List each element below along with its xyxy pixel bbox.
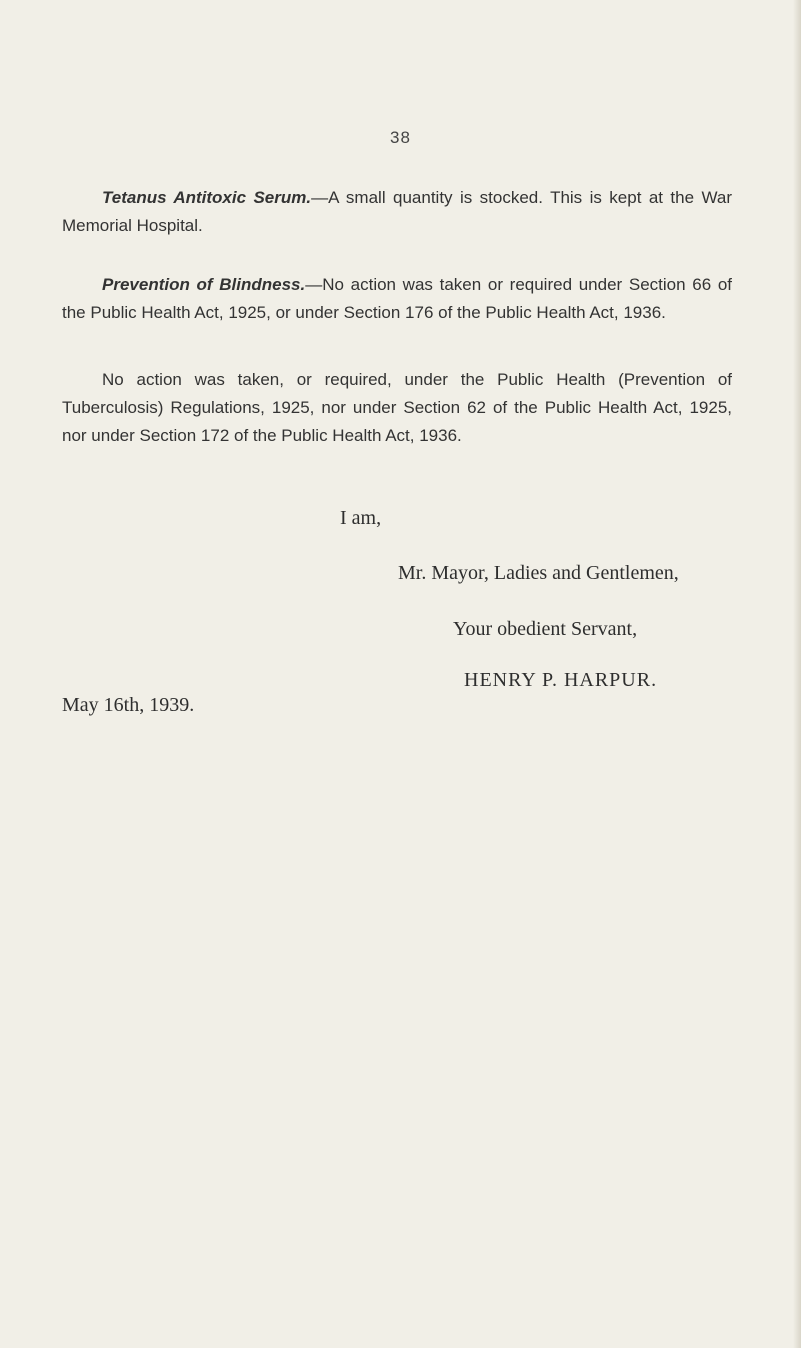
paragraph-text: —No action was taken or required under Section 66 of the Public Health Act, 1925, or under Section 176 of the Public Health Act, 1936.: [62, 275, 733, 322]
paragraph-tuberculosis-regulations: [62, 366, 732, 450]
closing-salutation: Mr. Mayor, Ladies and Gentlemen,: [398, 562, 679, 584]
paragraph-tetanus-antitoxic-serum: [62, 184, 732, 240]
paragraph-prevention-of-blindness: [62, 271, 732, 327]
paragraph-text: —A small quantity is stocked. This is kept at the War Memorial Hospital.: [62, 188, 732, 235]
signatory-name: HENRY P. HARPUR.: [464, 669, 658, 691]
paragraph-text: No action was taken, or required, under the Public Health (Prevention of Tuberculosis) Regulations, 1925, nor under Section 62 of the Public Health Act, 1925, nor under Section 172 of the Public Health Act, 1936.: [62, 370, 732, 445]
letter-date: May 16th, 1939.: [62, 694, 195, 716]
page-number: 38: [390, 128, 411, 147]
closing-valediction: Your obedient Servant,: [453, 618, 638, 640]
closing-i-am: I am,: [340, 507, 382, 529]
page-edge-shadow: [793, 0, 801, 1348]
paragraph-heading: Prevention of Blindness.: [102, 275, 306, 294]
paragraph-heading: Tetanus Antitoxic Serum.: [102, 188, 312, 207]
